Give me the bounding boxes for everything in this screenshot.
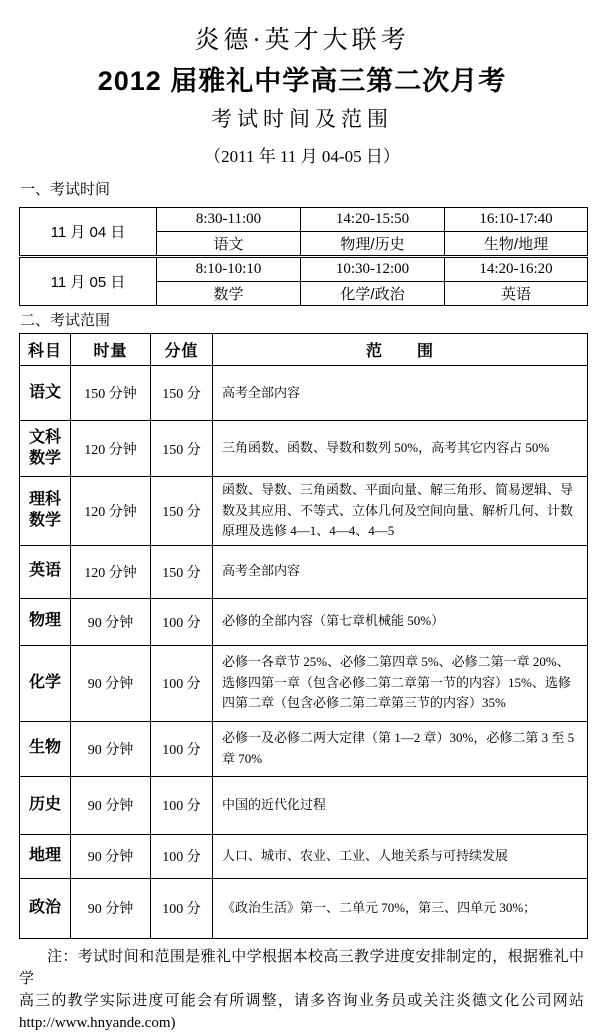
duration-cell: 120 分钟 [71,545,151,598]
subject-cell: 语文 [157,232,301,257]
page-title: 2012 届雅礼中学高三第二次月考 [97,66,507,96]
scope-cell: 必修的全部内容（第七章机械能 50%） [213,598,588,645]
duration-cell: 120 分钟 [71,421,151,477]
score-cell: 150 分 [151,421,213,477]
column-header-subject: 科目 [20,334,71,366]
table-row [20,721,588,776]
score-cell: 100 分 [151,721,213,776]
table-row [20,208,588,232]
subject-cell: 英语 [20,545,71,598]
subject-cell: 生物 [20,721,71,776]
subject-cell: 化学/政治 [301,282,445,306]
subject-cell: 化学 [20,645,71,721]
score-cell: 100 分 [151,878,213,938]
date-cell: 11 月 04 日 [20,208,157,257]
duration-cell: 90 分钟 [71,598,151,645]
table-row [20,834,588,878]
subject-cell: 政治 [20,878,71,938]
duration-cell: 120 分钟 [71,477,151,546]
duration-cell: 90 分钟 [71,776,151,834]
exam-time-table [19,207,588,306]
subject-cell: 文科数学 [20,421,71,477]
scope-cell: 必修一及必修二两大定律（第 1—2 章）30%，必修二第 3 至 5 章 70% [213,721,588,776]
section-heading-exam-time: 一、考试时间 [20,181,111,198]
duration-cell: 90 分钟 [71,721,151,776]
duration-cell: 90 分钟 [71,645,151,721]
time-cell: 14:20-16:20 [445,257,588,282]
subject-cell: 历史 [20,776,71,834]
subject-cell: 语文 [20,366,71,421]
header-row [20,334,588,366]
score-cell: 100 分 [151,645,213,721]
section-heading-exam-scope: 二、考试范围 [20,312,111,329]
score-cell: 100 分 [151,776,213,834]
exam-scope-table [19,333,588,939]
score-cell: 100 分 [151,834,213,878]
column-header-score: 分值 [151,334,213,366]
subject-cell: 地理 [20,834,71,878]
subject-cell: 生物/地理 [445,232,588,257]
page-subtitle: 考试时间及范围 [211,107,393,131]
time-cell: 16:10-17:40 [445,208,588,232]
subject-cell: 理科数学 [20,477,71,546]
score-cell: 150 分 [151,366,213,421]
table-row [20,545,588,598]
scope-cell: 中国的近代化过程 [213,776,588,834]
score-cell: 150 分 [151,545,213,598]
brand-title: 炎德·英才大联考 [194,27,410,54]
table-row [20,598,588,645]
subject-cell: 物理 [20,598,71,645]
scope-cell: 高考全部内容 [213,366,588,421]
note-line: 高三的教学实际进度可能会有所调整，请多咨询业务员或关注炎德文化公司网站 [19,991,584,1009]
score-cell: 150 分 [151,477,213,546]
date-cell: 11 月 05 日 [20,257,157,306]
duration-cell: 90 分钟 [71,834,151,878]
column-header-scope: 范 围 [213,334,588,366]
scope-cell: 函数、导数、三角函数、平面向量、解三角形、简易逻辑、导数及其应用、不等式、立体几何及空间向量、解析几何、计数原理及选修 4—1、4—4、4—5 [213,477,588,546]
table-row [20,366,588,421]
note-url: http://www.hnyande.com) [19,1014,176,1031]
exam-date-range: （2011 年 11 月 04-05 日） [204,147,400,166]
column-header-duration: 时量 [71,334,151,366]
scope-cell: 高考全部内容 [213,545,588,598]
table-row [20,257,588,282]
table-row [20,878,588,938]
footer-note [19,946,584,1034]
note-line: 注：考试时间和范围是雅礼中学根据本校高三教学进度安排制定的，根据雅礼中学 [19,947,584,987]
time-cell: 10:30-12:00 [301,257,445,282]
subject-cell: 物理/历史 [301,232,445,257]
table-row [20,421,588,477]
time-cell: 8:30-11:00 [157,208,301,232]
scope-cell: 《政治生活》第一、二单元 70%，第三、四单元 30%； [213,878,588,938]
duration-cell: 90 分钟 [71,878,151,938]
scope-cell: 人口、城市、农业、工业、人地关系与可持续发展 [213,834,588,878]
scope-cell: 必修一各章节 25%、必修二第四章 5%、必修二第一章 20%、选修四第一章（包含必修二第二章第一节的内容）15%、选修四第二章（包含必修二第二章第三节的内容）35% [213,645,588,721]
subject-cell: 数学 [157,282,301,306]
score-cell: 100 分 [151,598,213,645]
duration-cell: 150 分钟 [71,366,151,421]
scope-cell: 三角函数、函数、导数和数列 50%，高考其它内容占 50% [213,421,588,477]
subject-cell: 英语 [445,282,588,306]
table-row [20,477,588,546]
time-cell: 8:10-10:10 [157,257,301,282]
table-row [20,776,588,834]
table-row [20,645,588,721]
time-cell: 14:20-15:50 [301,208,445,232]
